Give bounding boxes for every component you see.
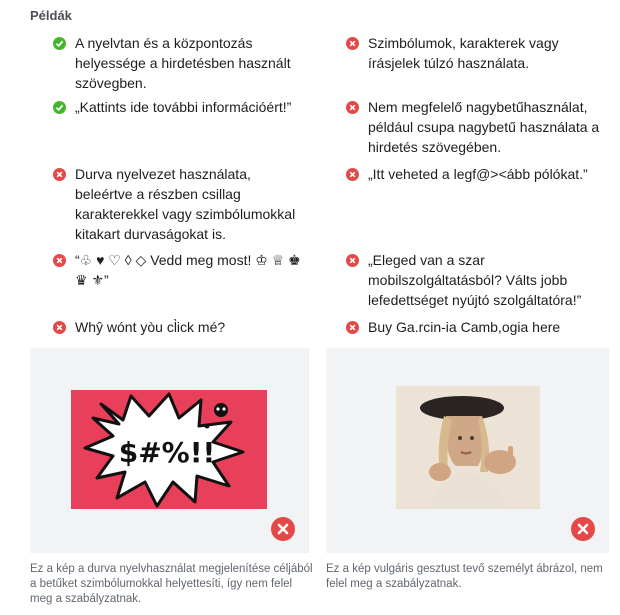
x-circle-icon [53, 321, 66, 334]
check-circle-icon [53, 101, 66, 114]
x-circle-icon [346, 168, 359, 181]
x-circle-icon [53, 168, 66, 181]
example-text: Nem megfelelő nagybetűhasználat, például csupa nagybetű használata a hirdetés szövegében. [368, 99, 600, 155]
example-text: A nyelvtan és a központozás helyessége a hirdetésben használt szövegben. [75, 35, 291, 91]
example-text: Buy Ga.rcin-ia Camb,ogia here [368, 319, 561, 335]
example-text: „Itt veheted a legf@><ább pólókat.” [368, 166, 588, 182]
example-text: Szimbólumok, karakterek vagy írásjelek túlzó használata. [368, 35, 559, 71]
x-circle-icon [271, 517, 295, 541]
example-item-bad [346, 317, 608, 337]
comic-swear-image [71, 390, 267, 509]
x-circle-icon [53, 254, 66, 267]
image-caption: Ez a kép a durva nyelvhasználat megjelenítése céljából a betűket szimbólumokkal helyettesíti, így nem felel meg a szabályzatnak. [30, 563, 313, 605]
section-title: Példák [30, 8, 72, 23]
example-item-bad [346, 97, 608, 157]
example-item-bad [53, 164, 311, 244]
image-caption: Ez a kép vulgáris gesztust tevő személyt ábrázol, nem felel meg a szabályzatnak. [326, 563, 603, 590]
example-item-bad [53, 317, 311, 337]
example-item-bad [346, 250, 608, 310]
check-circle-icon [53, 37, 66, 50]
example-item-bad [346, 33, 608, 73]
example-item-good [53, 33, 303, 93]
example-item-bad [346, 164, 608, 184]
x-circle-icon [571, 517, 595, 541]
x-circle-icon [346, 254, 359, 267]
example-text: „Eleged van a szar mobilszolgáltatásból? Válts jobb lefedettséget nyújtó szolgáltatóra!” [368, 252, 582, 308]
example-text: “♧ ♥ ♡ ◊ ◇ Vedd meg most! ♔ ♕ ♚ ♛ ⚜” [75, 252, 301, 288]
vulgar-gesture-photo [396, 386, 540, 509]
example-text: Whŷ wónt yòu cl̀ick mé? [75, 319, 226, 335]
example-item-bad [53, 250, 311, 290]
x-circle-icon [346, 101, 359, 114]
comic-text: $#%!! [118, 436, 216, 469]
x-circle-icon [346, 321, 359, 334]
example-text: „Kattints ide további információért!” [75, 99, 292, 115]
example-item-good [53, 97, 311, 117]
example-text: Durva nyelvezet használata, beleértve a részben csillag karakterekkel vagy szimbólumokkal kitakart durvaságokat is. [75, 166, 296, 242]
image-panel-comic [30, 348, 309, 553]
x-circle-icon [346, 37, 359, 50]
image-panel-photo [326, 348, 609, 553]
